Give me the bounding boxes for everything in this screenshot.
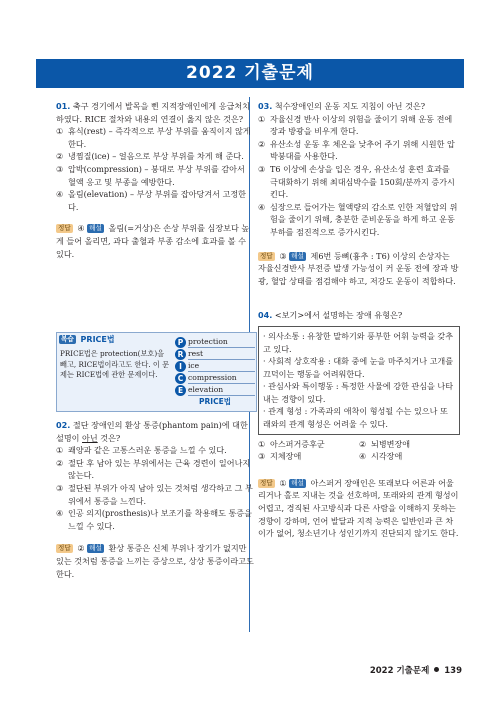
price-box-title: 복습 PRICE법 xyxy=(61,335,115,344)
question-stem-emphasis: 아닌 xyxy=(82,432,98,443)
page-footer xyxy=(370,664,462,676)
answer-explanation xyxy=(258,477,460,540)
option-2: ② 뇌병변장애 xyxy=(359,438,411,449)
question-stem: 척수장애인의 운동 지도 지침이 아닌 것은? xyxy=(274,101,426,111)
option-1: ① 아스퍼거증후군 xyxy=(258,438,325,449)
option-4: ④ 올림(elevation) – 부상 부위를 잡아당겨서 고정한다. xyxy=(56,189,246,212)
acronym-row: R rest xyxy=(175,348,255,360)
answer-number: ③ xyxy=(279,250,287,261)
explanation-text: 환상 통증은 신체 부위나 장기가 없지만 있는 것처럼 통증을 느끼는 증상으로, 상상 통증이라고도 한다. xyxy=(56,543,254,579)
answer-tag: 정답 xyxy=(58,544,71,553)
explanation-text: 올림(=거상)은 손상 부위를 심장보다 높게 들어 올리면, 과다 출혈과 부종 감소에 효과를 볼 수 있다. xyxy=(56,223,250,259)
explanation-text: 제6번 등뼈(흉추 : T6) 이상의 손상자는 자율신경반사 부전증 발생 가능성이 커 운동 전에 장과 방광, 혈압 상태를 점검해야 하고, 저강도 운동이 적합하다. xyxy=(258,250,459,286)
price-box-description: PRICE법은 protection(보호)을 빼고, RICE법이라고도 한다. 이 문제는 RICE법에 관한 문제이다. xyxy=(60,349,170,379)
answer-tag: 정답 xyxy=(260,251,273,260)
question-number: 03. xyxy=(258,101,273,111)
acronym-row: E elevation xyxy=(175,384,255,396)
question-02: 02. 절단 장애인의 환상 통증(phantom pain)에 대한 설명이 아닌 것은? xyxy=(56,420,248,443)
option-3: ③ 절단된 부위가 아직 남아 있는 것처럼 생각하고 그 부위에서 통증을 느낀다. xyxy=(56,482,253,506)
answer-explanation xyxy=(258,250,460,288)
answer-number: ④ xyxy=(77,223,85,234)
question-number: 04. xyxy=(258,310,273,321)
explain-tag: 해설 xyxy=(89,224,102,233)
explanation-text: 아스퍼거 장애인은 또래보다 어른과 어울리거나 홀로 지내는 것을 선호하며, 또래와의 관계 형성이 어렵고, 경직된 사고방식과 다른 사람을 이해하지 못하는 경향이 강하며, 언어 발달과 지적 능력은 일반인과 큰 차이가 없어, 청소년기나 성인기까지 진단되지 않기도 한다. xyxy=(258,477,459,539)
option-4: ④ 인공 의지(prosthesis)나 보조기를 착용해도 통증을 느낄 수 있다. xyxy=(56,508,252,531)
option-3: ③ T6 이상에 손상을 입은 경우, 유산소성 훈련 효과를 극대화하기 위해 최대심박수를 150회/분까지 증가시킨다. xyxy=(258,163,455,200)
option-4: ④ 심장으로 들어가는 혈액량의 감소로 인한 저혈압의 위험을 줄이기 위해, 충분한 준비운동을 하게 하고 운동 부하를 점진적으로 증가시킨다. xyxy=(258,201,458,237)
right-column xyxy=(258,100,460,540)
answer-explanation xyxy=(56,222,255,260)
explain-tag: 해설 xyxy=(291,478,304,487)
option-grid xyxy=(258,438,460,463)
option-2: ② 냉찜질(ice) – 얼음으로 부상 부위를 차게 해 준다. xyxy=(56,151,244,162)
question-stem: <보기>에서 설명하는 장애 유형은? xyxy=(274,310,403,321)
example-box xyxy=(258,326,460,435)
option-1: ① 쾌양과 같은 고통스러운 통증을 느낄 수 있다. xyxy=(56,445,227,456)
explain-tag: 해설 xyxy=(89,544,102,553)
answer-number: ② xyxy=(77,543,85,554)
example-item: · 의사소통 : 유창한 말하기와 풍부한 어휘 능력을 갖추고 있다. xyxy=(263,330,454,354)
page-number: 139 xyxy=(444,666,462,676)
acronym-row: I ice xyxy=(175,360,255,372)
price-acronym-list xyxy=(175,336,255,408)
example-item: · 관심사와 특이행동 : 특정한 사물에 강한 관심을 나타내는 경향이 있다. xyxy=(263,381,454,404)
option-2: ② 유산소성 운동 후 체온을 낮추어 주기 위해 시원한 압박붕대를 사용한다. xyxy=(258,138,455,162)
answer-explanation xyxy=(56,542,255,580)
option-2: ② 절단 후 남아 있는 부위에서는 근육 경련이 일어나지 않는다. xyxy=(56,457,251,481)
answer-tag: 정답 xyxy=(260,478,273,487)
question-01 xyxy=(56,100,255,125)
acronym-row: P protection xyxy=(175,336,255,348)
footer-bullet-icon xyxy=(434,667,439,672)
question-number: 01. xyxy=(56,101,71,111)
answer-tag: 정답 xyxy=(58,224,71,233)
question-04 xyxy=(258,309,460,322)
answer-number: ① xyxy=(279,477,287,488)
example-item: · 사회적 상호작용 : 대화 중에 눈을 마주치거나 고개를 끄덕이는 행동을 어려워한다. xyxy=(263,356,454,379)
left-column xyxy=(56,100,255,579)
option-1: ① 자율신경 반사 이상의 위험을 줄이기 위해 운동 전에 장과 방광을 비우게 한다. xyxy=(258,113,453,137)
question-03 xyxy=(258,100,460,113)
question-number: 02. xyxy=(56,420,71,430)
review-tag: 복습 xyxy=(61,335,74,343)
explain-tag: 해설 xyxy=(291,251,304,260)
option-1: ① 휴식(rest) – 즉각적으로 부상 부위를 움직이지 않게 한다. xyxy=(56,126,251,149)
question-stem: 축구 경기에서 발목을 삔 지적장애인에게 응급처치하였다. RICE 절차와 내용의 연결이 옳지 않은 것은? xyxy=(56,101,250,124)
price-review-box xyxy=(56,332,257,412)
footer-title: 2022 기출문제 xyxy=(369,666,430,676)
acronym-label: PRICE법 xyxy=(199,397,231,406)
question-04-block xyxy=(258,309,460,540)
page-banner-title: 2022 기출문제 xyxy=(36,59,464,88)
acronym-row: C compression xyxy=(175,372,255,384)
option-3: ③ 지체장애 xyxy=(258,451,302,462)
question-stem: 절단 장애인의 환상 통증(phantom pain)에 대한 설명이 xyxy=(56,420,248,443)
question-02-block xyxy=(56,419,255,580)
option-4: ④ 시각장애 xyxy=(359,451,403,462)
option-3: ③ 압박(compression) – 붕대로 부상 부위를 감아서 혈액 응고 및 부종을 예방한다. xyxy=(56,163,245,187)
example-item: · 관계 형성 : 가족과의 애착이 형성될 수는 있으나 또래와의 관계 형성은 어려울 수 있다. xyxy=(263,406,448,430)
